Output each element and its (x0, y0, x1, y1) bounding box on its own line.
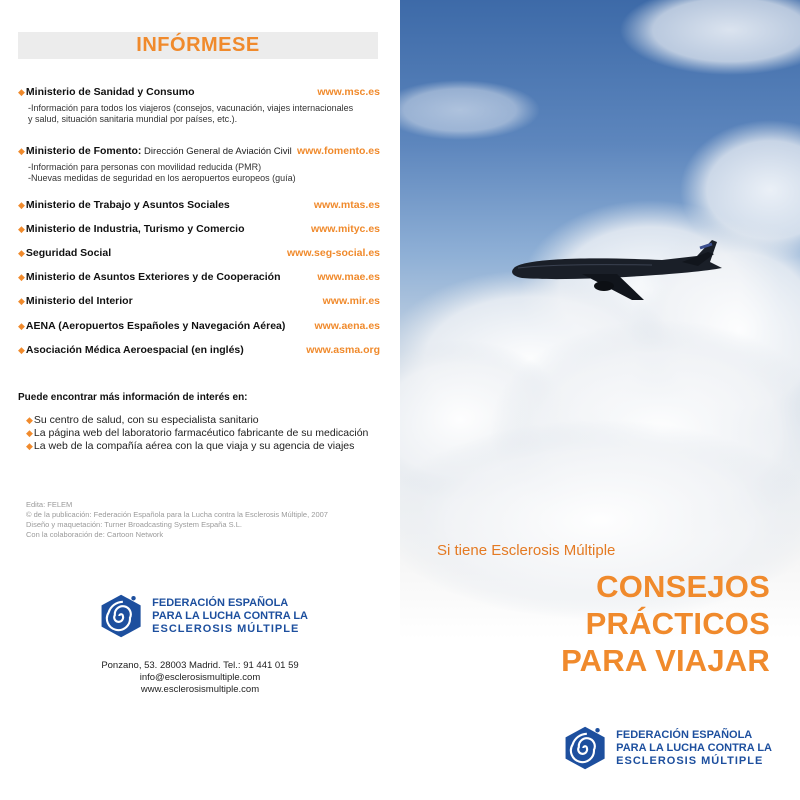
entry-description: -Información para personas con movilidad reducida (PMR) -Nuevas medidas de seguridad en los aeropuertos europeos (guía) (28, 162, 296, 183)
entry-name: Ministerio de Asuntos Exteriores y de Cooperación (25, 271, 281, 283)
entry-aena (18, 320, 380, 332)
entry-subtitle: Dirección General de Aviación Civil (141, 146, 292, 157)
more-info-list (26, 414, 368, 453)
entry-interior (18, 295, 380, 307)
bullet-icon: ◆ (18, 321, 25, 331)
entry-description: -Información para todos los viajeros (consejos, vacunación, viajes internacionales y salud, situación sanitaria mundial por países, etc.). (28, 103, 354, 124)
logo-text: FEDERACIÓN ESPAÑOLA PARA LA LUCHA CONTRA LA ESCLEROSIS MÚLTIPLE (152, 596, 308, 635)
sky-clouds-image (400, 0, 800, 800)
credits: Edita: FELEM © de la publicación: Federación Española para la Lucha contra la Esclerosis Múltiple, 2007 Diseño y maquetación: Turner Broadcasting System España S.L. Con la colaboración de: Cartoon Network (26, 500, 328, 539)
entry-name: AENA (Aeropuertos Españoles y Navegación Aérea) (25, 320, 286, 332)
entry-link[interactable]: www.seg-social.es (287, 247, 380, 259)
bullet-icon: ◆ (26, 415, 33, 425)
spiral-logo-icon (98, 590, 144, 642)
bullet-icon: ◆ (18, 146, 25, 156)
bullet-icon: ◆ (18, 200, 25, 210)
federation-logo (98, 588, 308, 644)
entry-name: Ministerio de Fomento: (25, 145, 142, 157)
list-item: ◆La página web del laboratorio farmacéutico fabricante de su medicación (26, 427, 369, 439)
entry-name: Ministerio del Interior (25, 295, 133, 307)
entry-link[interactable]: www.msc.es (317, 86, 380, 98)
entry-name: Seguridad Social (25, 247, 112, 259)
bullet-icon: ◆ (18, 224, 25, 234)
bullet-icon: ◆ (18, 87, 25, 97)
bullet-icon: ◆ (18, 248, 25, 258)
bullet-icon: ◆ (26, 428, 33, 438)
entry-link[interactable]: www.aena.es (314, 320, 380, 332)
website-link[interactable]: www.esclerosismultiple.com (140, 684, 260, 695)
address: Ponzano, 53. 28003 Madrid. Tel.: 91 441 01 59 (101, 660, 299, 671)
cover-headline: CONSEJOS PRÁCTICOS PARA VIAJAR (561, 569, 770, 678)
entry-link[interactable]: www.mir.es (322, 295, 380, 307)
cover-panel (400, 0, 800, 800)
entry-link[interactable]: www.fomento.es (296, 145, 380, 157)
list-item: ◆La web de la compañía aérea con la que viaja y su agencia de viajes (26, 440, 355, 452)
entry-fomento (18, 145, 380, 184)
entry-seguridad-social (18, 247, 380, 259)
logo-text: FEDERACIÓN ESPAÑOLA PARA LA LUCHA CONTRA LA ESCLEROSIS MÚLTIPLE (616, 728, 772, 767)
entry-name: Ministerio de Trabajo y Asuntos Sociales (25, 199, 230, 211)
entry-name: Ministerio de Industria, Turismo y Comercio (25, 223, 245, 235)
bullet-icon: ◆ (18, 296, 25, 306)
cover-subtitle: Si tiene Esclerosis Múltiple (437, 542, 616, 559)
bullet-icon: ◆ (26, 441, 33, 451)
entry-link[interactable]: www.mae.es (317, 271, 380, 283)
entry-industria (18, 223, 380, 235)
contact-info (0, 660, 400, 696)
entry-link[interactable]: www.asma.org (306, 344, 380, 356)
list-item: ◆Su centro de salud, con su especialista sanitario (26, 414, 259, 426)
federation-logo-cover (562, 720, 772, 776)
entry-link[interactable]: www.mityc.es (310, 223, 380, 235)
entry-exteriores (18, 271, 380, 283)
section-title: INFÓRMESE (18, 32, 378, 59)
entry-trabajo (18, 199, 380, 211)
entry-link[interactable]: www.mtas.es (313, 199, 380, 211)
bullet-icon: ◆ (18, 345, 25, 355)
email-link[interactable]: info@esclerosismultiple.com (139, 672, 261, 683)
bullet-icon: ◆ (18, 272, 25, 282)
entry-name: Ministerio de Sanidad y Consumo (25, 86, 195, 98)
entry-asma (18, 344, 380, 356)
spiral-logo-icon (562, 722, 608, 774)
more-info-heading: Puede encontrar más información de interés en: (18, 392, 248, 403)
entry-name: Asociación Médica Aeroespacial (en inglés) (25, 344, 244, 356)
entry-sanidad (18, 86, 380, 125)
